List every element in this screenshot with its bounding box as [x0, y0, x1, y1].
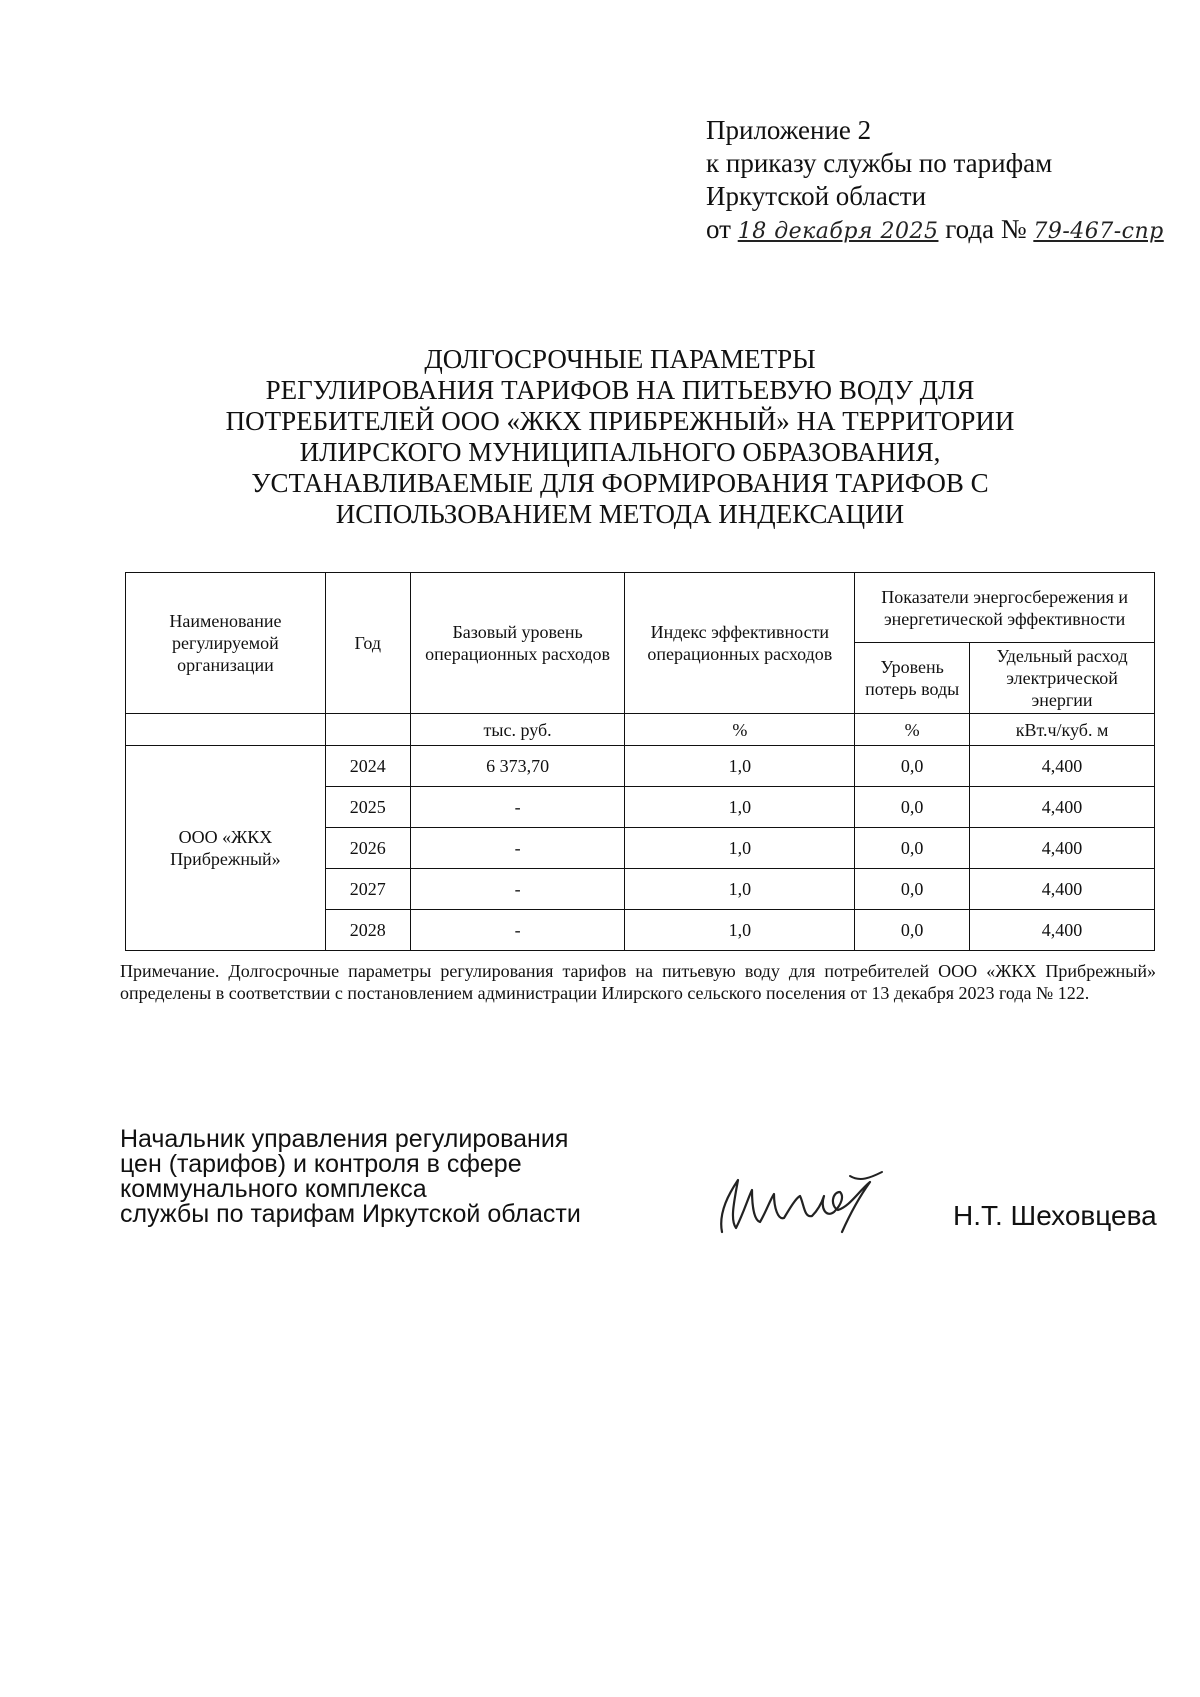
handwritten-number: 79-467-спр [1033, 219, 1164, 244]
appendix-header [706, 114, 1176, 248]
title-line: ИЛИРСКОГО МУНИЦИПАЛЬНОГО ОБРАЗОВАНИЯ, [299, 437, 941, 467]
parameters-table [125, 572, 1155, 951]
cell-water-loss: 0,0 [855, 828, 970, 869]
unit-water-loss: % [855, 714, 970, 746]
appendix-date-line [706, 213, 1176, 248]
title-line: РЕГУЛИРОВАНИЯ ТАРИФОВ НА ПИТЬЕВУЮ ВОДУ ДЛЯ [265, 375, 975, 405]
units-empty [325, 714, 410, 746]
cell-specific-consumption: 4,400 [970, 828, 1155, 869]
position-line: Начальник управления регулирования [120, 1125, 569, 1153]
cell-efficiency-index: 1,0 [625, 869, 855, 910]
header-specific-consumption: Удельный расход электрической энергии [970, 643, 1155, 714]
handwritten-date: 18 декабря 2025 [737, 219, 939, 244]
year-word: года № [945, 214, 1027, 244]
header-org: Наименование регулируемой организации [126, 573, 326, 714]
cell-specific-consumption: 4,400 [970, 869, 1155, 910]
appendix-line-1: Приложение 2 [706, 115, 872, 145]
cell-base-cost: - [410, 828, 625, 869]
cell-base-cost: - [410, 787, 625, 828]
cell-specific-consumption: 4,400 [970, 746, 1155, 787]
unit-base-cost: тыс. руб. [410, 714, 625, 746]
header-water-loss: Уровень потерь воды [855, 643, 970, 714]
cell-water-loss: 0,0 [855, 910, 970, 951]
date-prefix: от [706, 214, 731, 244]
position-line: цен (тарифов) и контроля в сфере [120, 1150, 522, 1178]
cell-water-loss: 0,0 [855, 787, 970, 828]
header-base-cost: Базовый уровень операционных расходов [410, 573, 625, 714]
cell-year: 2024 [325, 746, 410, 787]
signatory-position [120, 1127, 640, 1227]
header-year: Год [325, 573, 410, 714]
document-title [200, 344, 1040, 530]
cell-base-cost: - [410, 869, 625, 910]
table-row [126, 746, 1155, 787]
header-efficiency-index: Индекс эффективности операционных расходов [625, 573, 855, 714]
cell-base-cost: 6 373,70 [410, 746, 625, 787]
position-line: службы по тарифам Иркутской области [120, 1200, 581, 1228]
cell-specific-consumption: 4,400 [970, 910, 1155, 951]
cell-water-loss: 0,0 [855, 869, 970, 910]
unit-efficiency-index: % [625, 714, 855, 746]
cell-year: 2026 [325, 828, 410, 869]
appendix-line-2: к приказу службы по тарифам [706, 148, 1053, 178]
cell-year: 2025 [325, 787, 410, 828]
cell-year: 2028 [325, 910, 410, 951]
appendix-line-3: Иркутской области [706, 181, 927, 211]
units-empty [126, 714, 326, 746]
header-energy-group: Показатели энергосбережения и энергетической эффективности [855, 573, 1155, 643]
cell-efficiency-index: 1,0 [625, 746, 855, 787]
title-line: УСТАНАВЛИВАЕМЫЕ ДЛЯ ФОРМИРОВАНИЯ ТАРИФОВ С [251, 468, 989, 498]
title-line: ИСПОЛЬЗОВАНИЕМ МЕТОДА ИНДЕКСАЦИИ [335, 499, 905, 529]
cell-water-loss: 0,0 [855, 746, 970, 787]
cell-year: 2027 [325, 869, 410, 910]
position-line: коммунального комплекса [120, 1175, 427, 1203]
table-note: Примечание. Долгосрочные параметры регулирования тарифов на питьевую воду для потребителей ООО «ЖКХ Прибрежный» определены в соответствии с постановлением администрации Илирского сельского поселения от 13 декабря 2023 года № 122. [120, 961, 1156, 1003]
signer-name: Н.Т. Шеховцева [953, 1200, 1157, 1231]
handwritten-signature [700, 1162, 910, 1242]
unit-specific-consumption: кВт.ч/куб. м [970, 714, 1155, 746]
cell-efficiency-index: 1,0 [625, 828, 855, 869]
cell-efficiency-index: 1,0 [625, 910, 855, 951]
title-line: ПОТРЕБИТЕЛЕЙ ООО «ЖКХ ПРИБРЕЖНЫЙ» НА ТЕРРИТОРИИ [225, 406, 1015, 436]
cell-specific-consumption: 4,400 [970, 787, 1155, 828]
title-line: ДОЛГОСРОЧНЫЕ ПАРАМЕТРЫ [424, 344, 816, 374]
organization-name: ООО «ЖКХ Прибрежный» [126, 746, 326, 951]
cell-base-cost: - [410, 910, 625, 951]
cell-efficiency-index: 1,0 [625, 787, 855, 828]
